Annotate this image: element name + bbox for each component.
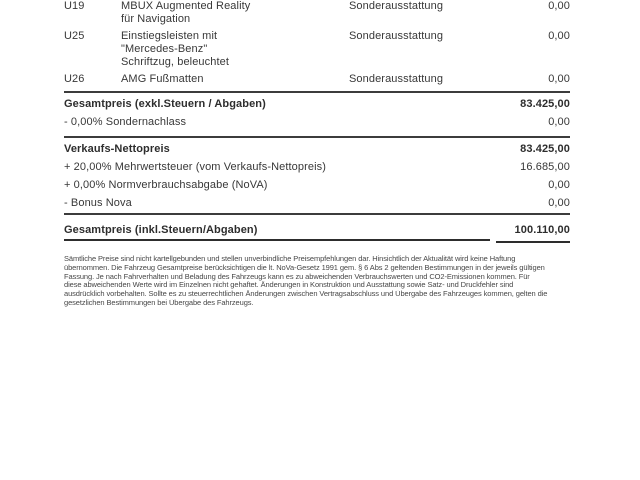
discount-row xyxy=(64,116,570,129)
subtotal-label: Gesamtpreis (exkl.Steuern / Abgaben) xyxy=(64,98,266,110)
option-description xyxy=(121,73,349,86)
option-description-line: MBUX Augmented Reality xyxy=(121,0,251,12)
disclaimer-line: diese abweichenden Werte wird im Einzelnen nicht gehaftet. Änderungen in Konstruktion und Ausstattung sowie Satz- und Druckfehler sind xyxy=(64,281,514,290)
grand-total-label: Gesamtpreis (inkl.Steuern/Abgaben) xyxy=(64,224,258,236)
discount-value: 0,00 xyxy=(548,116,570,128)
discount-label: - 0,00% Sondernachlass xyxy=(64,116,187,128)
option-row-u25 xyxy=(64,30,570,69)
option-category: Sonderausstattung xyxy=(349,0,444,12)
grand-total-value: 100.110,00 xyxy=(514,224,570,236)
option-price: 0,00 xyxy=(548,0,570,12)
option-code: U25 xyxy=(64,30,85,42)
divider-above-net-price xyxy=(64,136,570,138)
net-price-value: 83.425,00 xyxy=(520,143,570,155)
option-description xyxy=(121,30,349,69)
option-price: 0,00 xyxy=(548,30,570,42)
underline-label-segment xyxy=(64,239,490,243)
disclaimer-line: ausdrücklich vorbehalten. Sollte es zu steuerrechtlichen Änderungen zwischen Vertragsabschluss und Übergabe des Fahrzeuges kommen, gelten die xyxy=(64,290,548,299)
option-price: 0,00 xyxy=(548,73,570,85)
option-description-line: Einstiegsleisten mit xyxy=(121,30,218,42)
option-row-u19 xyxy=(64,0,570,26)
subtotal-value: 83.425,00 xyxy=(520,98,570,110)
subtotal-row xyxy=(64,98,570,111)
nova-value: 0,00 xyxy=(548,179,570,191)
vat-label: + 20,00% Mehrwertsteuer (vom Verkaufs-Nettopreis) xyxy=(64,161,326,173)
option-description xyxy=(121,0,349,26)
disclaimer-line: übernommen. Die Fahrzeug Gesamtpreise berücksichtigen die lt. NoVa-Gesetz 1991 gem. § 6 Abs 2 geltenden Bestimmungen in der jeweils gültigen xyxy=(64,263,545,272)
underline-value-segment xyxy=(496,241,570,243)
net-price-label: Verkaufs-Nettopreis xyxy=(64,143,170,155)
bonus-nova-label: - Bonus Nova xyxy=(64,197,132,209)
bonus-nova-value: 0,00 xyxy=(548,197,570,209)
legal-disclaimer xyxy=(64,255,570,308)
option-row-u26 xyxy=(64,73,570,86)
option-code: U19 xyxy=(64,0,85,12)
divider-above-subtotal xyxy=(64,91,570,93)
option-description-line: Schriftzug, beleuchtet xyxy=(121,56,229,68)
disclaimer-line: Sämtliche Preise sind nicht kartellgebunden und stellen unverbindliche Preisempfehlungen dar. Hinsichtlich der Aktualität wird keine Haftung xyxy=(64,255,516,263)
document-content xyxy=(64,0,570,308)
net-price-row xyxy=(64,143,570,156)
option-description-line: AMG Fußmatten xyxy=(121,73,204,85)
divider-above-total xyxy=(64,213,570,215)
option-code: U26 xyxy=(64,73,85,85)
grand-total-underline xyxy=(64,239,570,243)
grand-total-row xyxy=(64,224,570,237)
nova-row xyxy=(64,179,570,192)
disclaimer-line: Fassung. Je nach Fahrverhalten und Beladung des Fahrzeugs kann es zu abweichenden Verbrauchswerten und CO2-Emissionen kommen. Für xyxy=(64,272,530,281)
option-description-line: für Navigation xyxy=(121,13,191,25)
option-description-line: "Mercedes-Benz" xyxy=(121,43,208,55)
bonus-nova-row xyxy=(64,197,570,210)
nova-label: + 0,00% Normverbrauchsabgabe (NoVA) xyxy=(64,179,268,191)
disclaimer-line: gesetzlichen Bestimmungen bei Übergabe des Fahrzeugs. xyxy=(64,298,254,307)
vat-row xyxy=(64,161,570,174)
vat-value: 16.685,00 xyxy=(520,161,570,173)
option-category: Sonderausstattung xyxy=(349,30,444,42)
option-category: Sonderausstattung xyxy=(349,73,444,85)
